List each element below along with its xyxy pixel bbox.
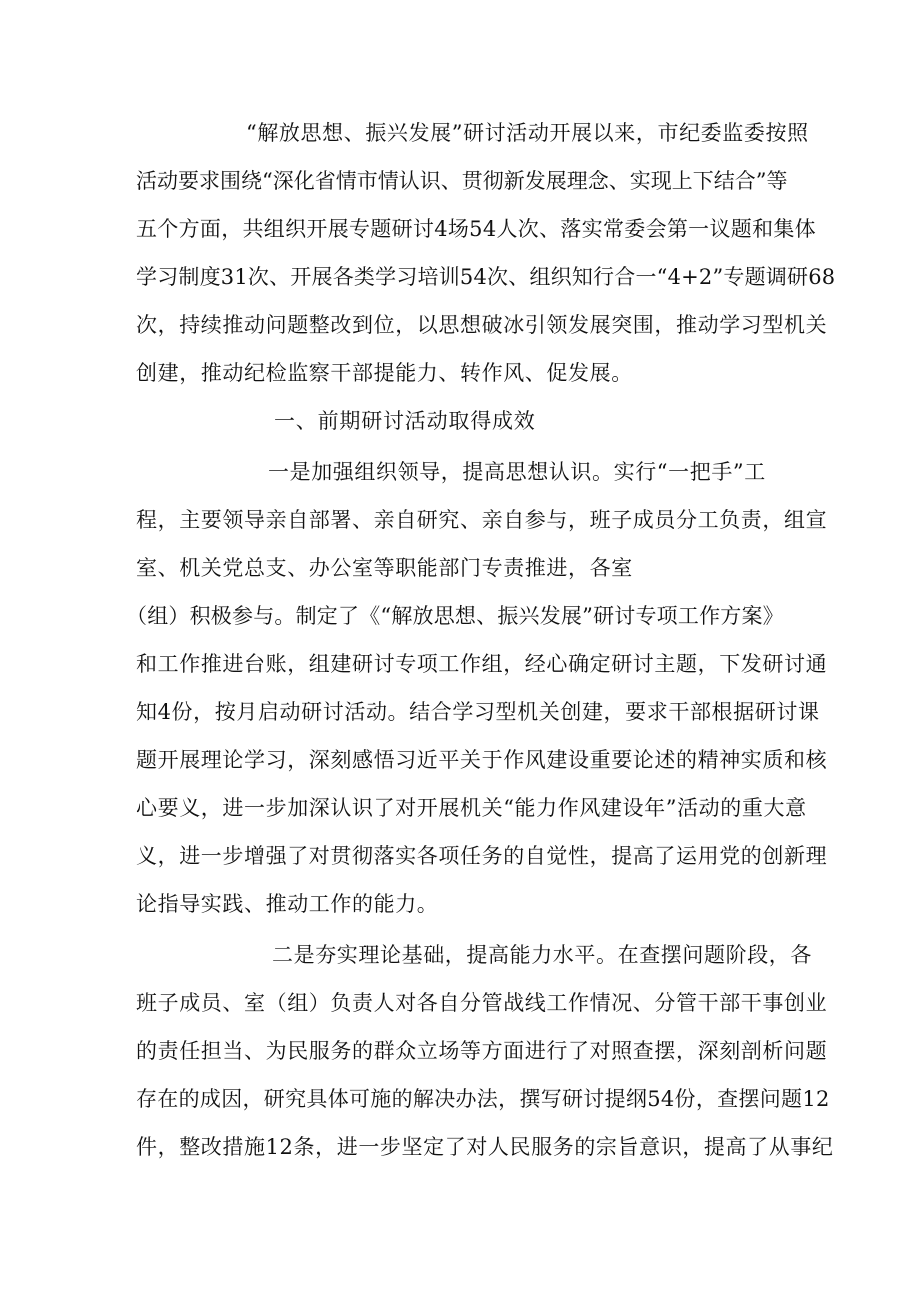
point-one-line-1: 一是加强组织领导，提高思想认识。实行“一把手”工 [268,460,766,484]
point-one-line-9: 义，进一步增强了对贯彻落实各项任务的自觉性，提高了运用党的创新理 [136,844,828,868]
intro-line-4: 学习制度31次、开展各类学习培训54次、组织知行合一“4+2”专题调研68 [136,265,836,289]
intro-line-1: “解放思想、振兴发展”研讨活动开展以来，市纪委监委按照 [246,121,809,145]
point-one-line-8: 心要义，进一步加深认识了对开展机关“能力作风建设年”活动的重大意 [136,796,807,820]
intro-line-3: 五个方面，共组织开展专题研讨4场54人次、落实常委会第一议题和集体 [136,217,816,241]
point-one-line-2: 程，主要领导亲自部署、亲自研究、亲自参与，班子成员分工负责，组宣 [136,508,828,532]
point-one-line-10: 论指导实践、推动工作的能力。 [136,892,439,916]
point-one-line-6: 知4份，按月启动研讨活动。结合学习型机关创建，要求干部根据研讨课 [136,700,820,724]
point-one-line-3: 室、机关党总支、办公室等职能部门专责推进，各室 [136,556,633,580]
point-two-line-5: 件，整改措施12条，进一步坚定了对人民服务的宗旨意识，提高了从事纪 [136,1135,834,1159]
point-one-line-4: （组）积极参与。制定了《“解放思想、振兴发展”研讨专项工作方案》 [126,604,784,628]
section-heading: 一、前期研讨活动取得成效 [274,409,536,433]
point-one-line-5: 和工作推进台账，组建研讨专项工作组，经心确定研讨主题，下发研讨通 [136,652,828,676]
point-two-line-1: 二是夯实理论基础，提高能力水平。在查摆问题阶段，各 [272,943,812,967]
intro-line-6: 创建，推动纪检监察干部提能力、转作风、促发展。 [136,361,633,385]
point-one-line-7: 题开展理论学习，深刻感悟习近平关于作风建设重要论述的精神实质和核 [136,748,828,772]
point-two-line-2: 班子成员、室（组）负责人对各自分管战线工作情况、分管干部干事创业 [136,991,828,1015]
intro-line-5: 次，持续推动问题整改到位，以思想破冰引领发展突围，推动学习型机关 [136,313,828,337]
point-two-line-4: 存在的成因，研究具体可施的解决办法，撰写研讨提纲54份，查摆问题12 [136,1087,830,1111]
intro-line-2: 活动要求围绕“深化省情市情认识、贯彻新发展理念、实现上下结合”等 [136,169,788,193]
point-two-line-3: 的责任担当、为民服务的群众立场等方面进行了对照查摆，深刻剖析问题 [136,1039,828,1063]
